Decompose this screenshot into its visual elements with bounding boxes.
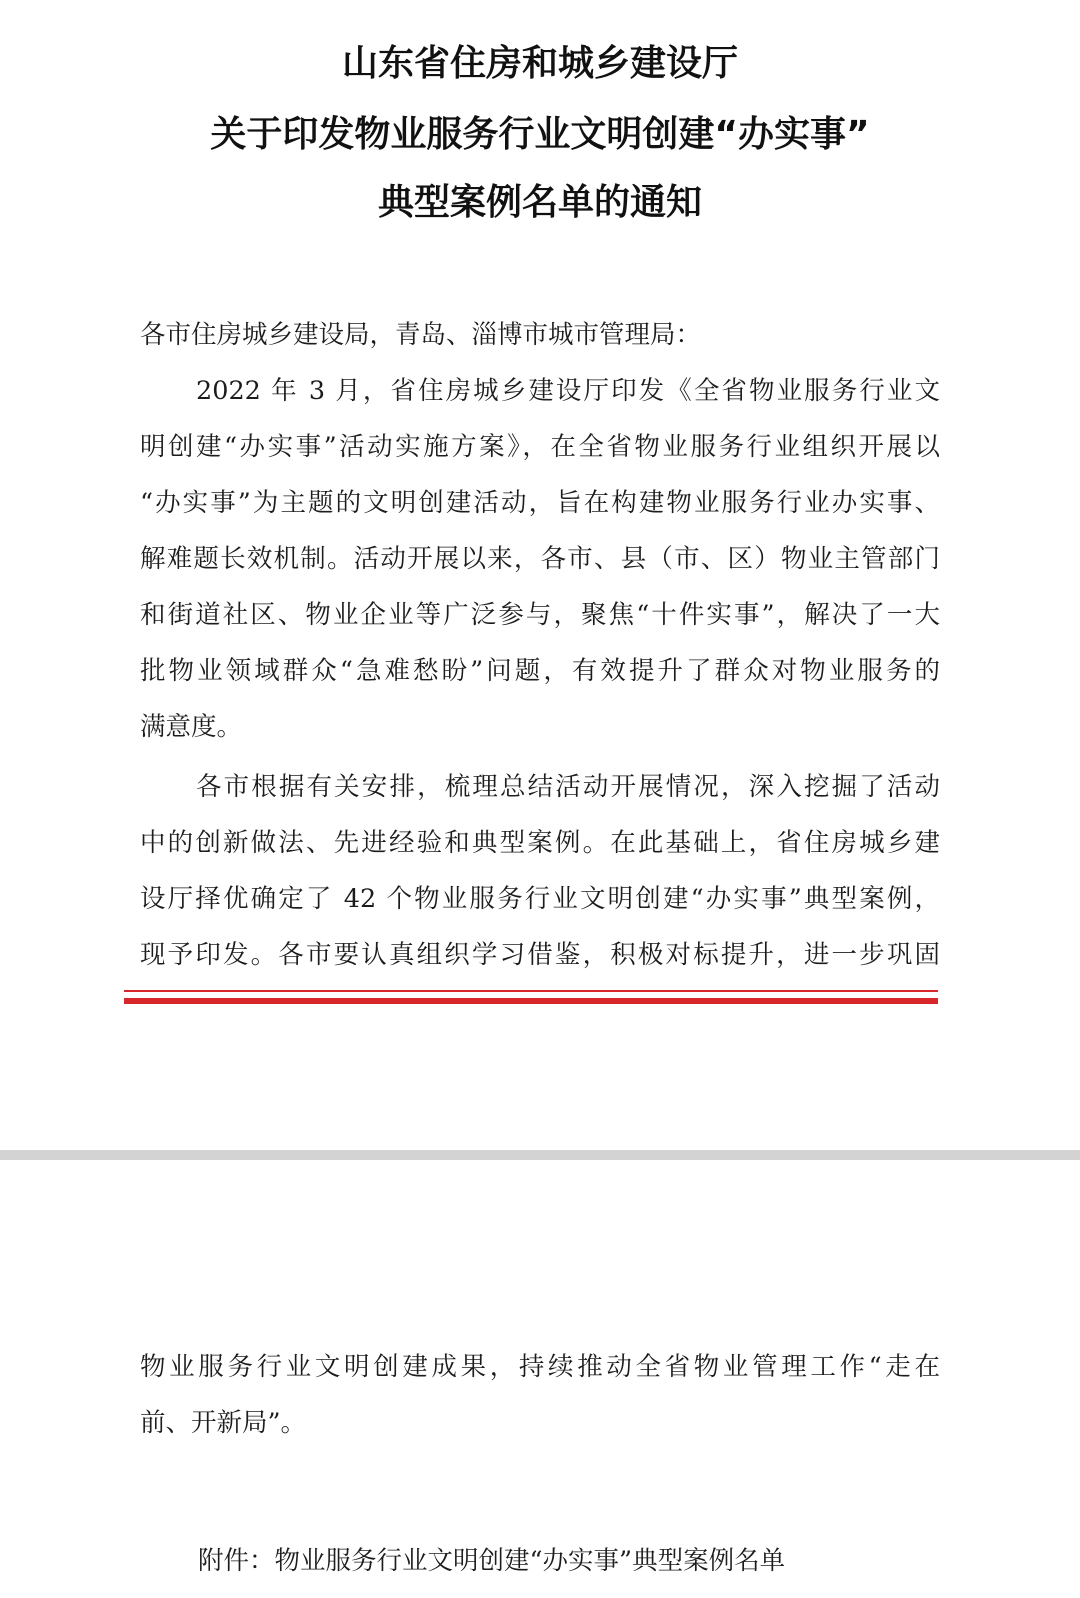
continuation-line: 前、开新局”。 bbox=[140, 1408, 307, 1438]
red-rule-thin bbox=[124, 990, 938, 992]
page-separator bbox=[0, 1150, 1080, 1160]
document-title-line-1: 山东省住房和城乡建设厅 bbox=[341, 43, 738, 84]
continuation-line: 物业服务行业文明创建成果，持续推动全省物业管理工作“走在 bbox=[140, 1352, 940, 1382]
paragraph-1-line: 2022 年 3 月，省住房城乡建设厅印发《全省物业服务行业文 bbox=[196, 376, 940, 406]
paragraph-1-line: “办实事”为主题的文明创建活动，旨在构建物业服务行业办实事、 bbox=[140, 488, 940, 518]
paragraph-1-line: 批物业领域群众“急难愁盼”问题，有效提升了群众对物业服务的 bbox=[140, 656, 940, 686]
salutation: 各市住房城乡建设局，青岛、淄博市城市管理局： bbox=[140, 320, 702, 350]
attachment-line: 附件：物业服务行业文明创建“办实事”典型案例名单 bbox=[198, 1546, 786, 1576]
paragraph-2-line: 现予印发。各市要认真组织学习借鉴，积极对标提升，进一步巩固 bbox=[140, 940, 940, 970]
paragraph-2-line: 各市根据有关安排，梳理总结活动开展情况，深入挖掘了活动 bbox=[196, 772, 940, 802]
paragraph-1-line: 满意度。 bbox=[140, 712, 243, 742]
paragraph-2-line: 设厅择优确定了 42 个物业服务行业文明创建“办实事”典型案例， bbox=[140, 884, 940, 914]
document-title-line-2: 关于印发物业服务行业文明创建“办实事” bbox=[210, 114, 870, 155]
paragraph-2-line: 中的创新做法、先进经验和典型案例。在此基础上，省住房城乡建 bbox=[140, 828, 940, 858]
paragraph-1-line: 明创建“办实事”活动实施方案》，在全省物业服务行业组织开展以 bbox=[140, 432, 940, 462]
paragraph-1-line: 和街道社区、物业企业等广泛参与，聚焦“十件实事”，解决了一大 bbox=[140, 600, 940, 630]
document-title-line-3: 典型案例名单的通知 bbox=[377, 182, 702, 223]
paragraph-1-line: 解难题长效机制。活动开展以来，各市、县（市、区）物业主管部门 bbox=[140, 544, 940, 574]
red-rule-thick bbox=[124, 998, 938, 1004]
